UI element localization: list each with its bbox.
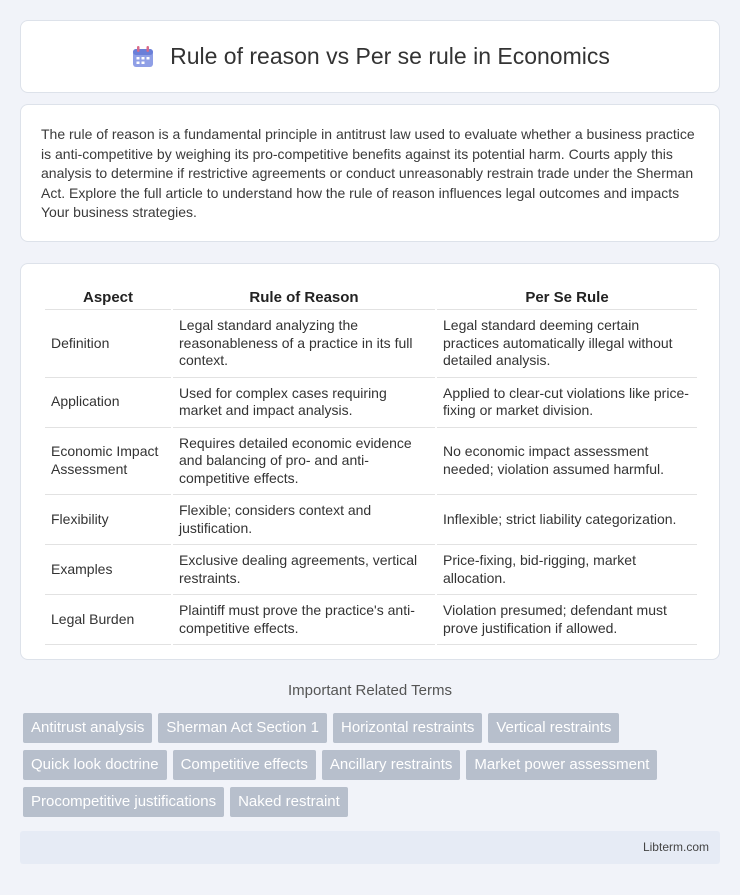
table-row (45, 495, 697, 545)
calendar-icon (130, 44, 156, 70)
cell-aspect: Definition (45, 310, 171, 378)
comparison-table (43, 284, 699, 645)
table-row (45, 310, 697, 378)
related-tag[interactable]: Antitrust analysis (23, 713, 152, 743)
related-terms-tags (23, 713, 723, 817)
related-tag[interactable]: Competitive effects (173, 750, 316, 780)
related-terms-title: Important Related Terms (288, 682, 452, 699)
cell-per-se: Violation presumed; defendant must prove justification if allowed. (437, 595, 697, 645)
cell-rule-of-reason: Plaintiff must prove the practice's anti-competitive effects. (173, 595, 435, 645)
header-rule-of-reason: Rule of Reason (173, 284, 435, 310)
cell-aspect: Legal Burden (45, 595, 171, 645)
page-title: Rule of reason vs Per se rule in Economics (170, 43, 610, 69)
table-row (45, 378, 697, 428)
related-tag[interactable]: Vertical restraints (488, 713, 619, 743)
cell-per-se: Applied to clear-cut violations like price-fixing or market division. (437, 378, 697, 428)
related-tag[interactable]: Quick look doctrine (23, 750, 167, 780)
related-tag[interactable]: Sherman Act Section 1 (158, 713, 327, 743)
cell-rule-of-reason: Legal standard analyzing the reasonableness of a practice in its full context. (173, 310, 435, 378)
cell-aspect: Flexibility (45, 495, 171, 545)
related-tag[interactable]: Ancillary restraints (322, 750, 461, 780)
cell-rule-of-reason: Requires detailed economic evidence and balancing of pro- and anti-competitive effects. (173, 428, 435, 496)
title-wrap (130, 43, 610, 70)
comparison-table-card (20, 263, 720, 660)
intro-card (20, 104, 720, 242)
cell-aspect: Economic Impact Assessment (45, 428, 171, 496)
table-row (45, 545, 697, 595)
cell-per-se: No economic impact assessment needed; violation assumed harmful. (437, 428, 697, 496)
cell-rule-of-reason: Used for complex cases requiring market and impact analysis. (173, 378, 435, 428)
table-header-row (45, 284, 697, 310)
cell-aspect: Examples (45, 545, 171, 595)
cell-rule-of-reason: Exclusive dealing agreements, vertical restraints. (173, 545, 435, 595)
table-row (45, 428, 697, 496)
related-tag[interactable]: Market power assessment (466, 750, 657, 780)
related-tag[interactable]: Procompetitive justifications (23, 787, 224, 817)
cell-per-se: Inflexible; strict liability categorization. (437, 495, 697, 545)
related-tag[interactable]: Naked restraint (230, 787, 348, 817)
related-tag[interactable]: Horizontal restraints (333, 713, 482, 743)
footer-site-link[interactable]: Libterm.com (642, 840, 709, 854)
cell-per-se: Legal standard deeming certain practices automatically illegal without detailed analysis. (437, 310, 697, 378)
header-aspect: Aspect (45, 284, 171, 310)
cell-per-se: Price-fixing, bid-rigging, market allocation. (437, 545, 697, 595)
cell-aspect: Application (45, 378, 171, 428)
table-row (45, 595, 697, 645)
cell-rule-of-reason: Flexible; considers context and justification. (173, 495, 435, 545)
intro-text: The rule of reason is a fundamental principle in antitrust law used to evaluate whether a business practice is anti-competitive by weighing its pro-competitive benefits against its potential harm. Courts apply this analysis to determine if restrictive agreements or conduct unreasonably restrain trade under the Sherman Act. Explore the full article to understand how the rule of reason influences legal outcomes and impacts Your business strategies. (41, 126, 695, 220)
header-per-se-rule: Per Se Rule (437, 284, 697, 310)
header-card (20, 20, 720, 93)
footer (20, 831, 720, 864)
